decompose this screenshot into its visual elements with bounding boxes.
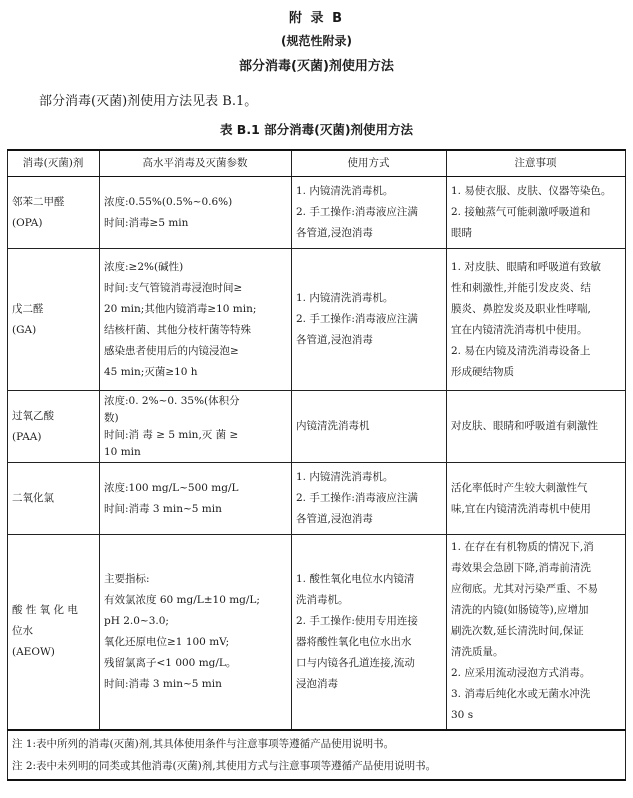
notes-cell: 活化率低时产生较大刺激性气 味,宜在内镜清洗消毒机中使用 [447, 463, 626, 535]
table-note-1: 注 1:表中所列的消毒(灭菌)剂,其具体使用条件与注意事项等遵循产品使用说明书。 [12, 737, 395, 750]
appendix-subtitle: (规范性附录) [281, 34, 352, 48]
params-cell: 浓度:0.55%(0.5%~0.6%) 时间:消毒≥5 min [100, 177, 292, 249]
agent-cell: 过氧乙酸 (PAA) [8, 391, 100, 463]
table-row [8, 249, 626, 391]
table-notes-row [8, 730, 626, 780]
table-header-row [8, 150, 626, 177]
notes-cell: 1. 在存在有机物质的情况下,消 毒效果会急剧下降,消毒前清洗 应彻底。尤其对污染严重、不易 清洗的内镜(如肠镜等),应增加 刷洗次数,延长清洗时间,保证 清洗质量。 2. 应采用流动浸泡方式消毒。 3. 消毒后纯化水或无菌水冲洗 30 s [447, 535, 626, 730]
params-cell: 主要指标: 有效氯浓度 60 mg/L±10 mg/L; pH 2.0~3.0; 氧化还原电位≥1 100 mV; 残留氯离子<1 000 mg/L。 时间:消毒 3 min~5 min [100, 535, 292, 730]
table-row [8, 463, 626, 535]
params-cell: 浓度:≥2%(碱性) 时间:支气管镜消毒浸泡时间≥ 20 min;其他内镜消毒≥10 min; 结核杆菌、其他分枝杆菌等特殊 感染患者使用后的内镜浸泡≥ 45 min;灭菌≥10 h [100, 249, 292, 391]
table-row [8, 391, 626, 463]
table-note-2: 注 2:表中未列明的同类或其他消毒(灭菌)剂,其使用方式与注意事项等遵循产品使用说明书。 [12, 759, 437, 772]
header-notes: 注意事项 [447, 150, 626, 177]
usage-cell: 1. 内镜清洗消毒机。 2. 手工操作:消毒液应注满 各管道,浸泡消毒 [292, 177, 447, 249]
agent-cell: 戊二醛 (GA) [8, 249, 100, 391]
notes-cell: 1. 对皮肤、眼睛和呼吸道有致敏 性和刺激性,并能引发皮炎、结 膜炎、鼻腔发炎及职业性哮喘, 宜在内镜清洗消毒机中使用。 2. 易在内镜及清洗消毒设备上 形成硬结物质 [447, 249, 626, 391]
params-cell: 浓度:0. 2%~0. 35%(体积分 数) 时间:消 毒 ≥ 5 min,灭 菌 ≥ 10 min [100, 391, 292, 463]
usage-cell: 1. 内镜清洗消毒机。 2. 手工操作:消毒液应注满 各管道,浸泡消毒 [292, 249, 447, 391]
disinfectant-table [7, 149, 626, 781]
table-row [8, 177, 626, 249]
usage-cell: 1. 内镜清洗消毒机。 2. 手工操作:消毒液应注满 各管道,浸泡消毒 [292, 463, 447, 535]
appendix-title: 附 录 B [289, 11, 344, 26]
params-cell: 浓度:100 mg/L~500 mg/L 时间:消毒 3 min~5 min [100, 463, 292, 535]
usage-cell: 内镜清洗消毒机 [292, 391, 447, 463]
appendix-heading: 部分消毒(灭菌)剂使用方法 [239, 59, 394, 74]
agent-cell: 邻苯二甲醛 (OPA) [8, 177, 100, 249]
table-caption: 表 B.1 部分消毒(灭菌)剂使用方法 [219, 122, 414, 137]
notes-cell: 1. 易使衣服、皮肤、仪器等染色。 2. 接触蒸气可能刺激呼吸道和 眼睛 [447, 177, 626, 249]
header-params: 高水平消毒及灭菌参数 [100, 150, 292, 177]
intro-paragraph: 部分消毒(灭菌)剂使用方法见表 B.1。 [39, 94, 258, 109]
table-notes-cell [8, 730, 626, 780]
table-row [8, 535, 626, 730]
header-agent: 消毒(灭菌)剂 [8, 150, 100, 177]
header-usage: 使用方式 [292, 150, 447, 177]
notes-cell: 对皮肤、眼睛和呼吸道有刺激性 [447, 391, 626, 463]
agent-cell: 二氧化氯 [8, 463, 100, 535]
agent-cell: 酸 性 氧 化 电 位水 (AEOW) [8, 535, 100, 730]
usage-cell: 1. 酸性氧化电位水内镜清 洗消毒机。 2. 手工操作:使用专用连接 器将酸性氧化电位水出水 口与内镜各孔道连接,流动 浸泡消毒 [292, 535, 447, 730]
